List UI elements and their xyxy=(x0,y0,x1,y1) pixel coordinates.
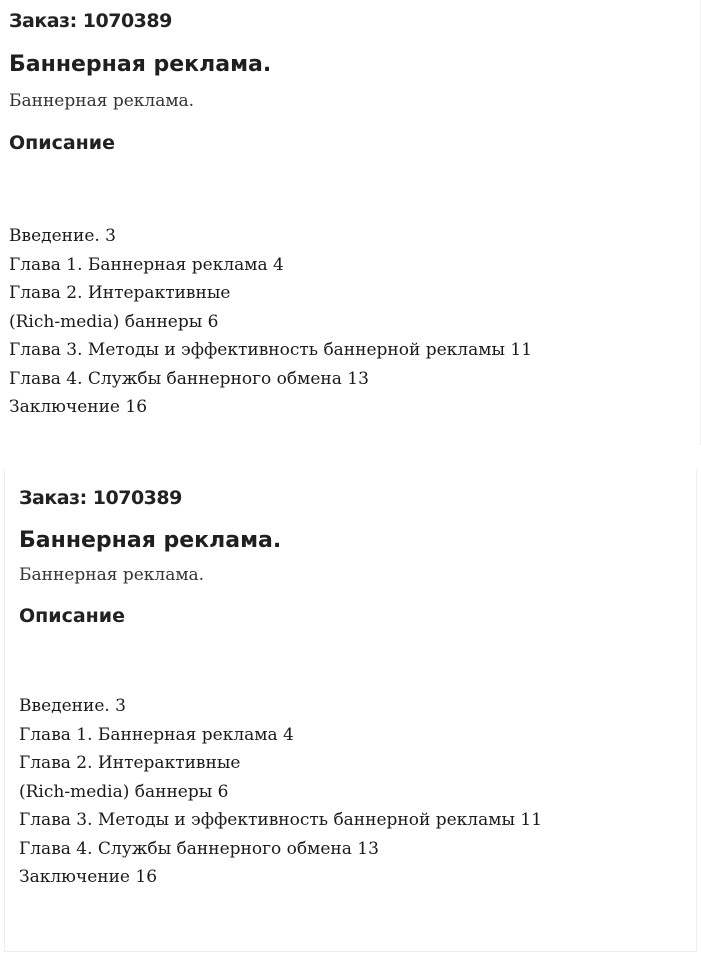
toc-item: Введение. 3 xyxy=(9,226,116,246)
order-subtitle: Баннерная реклама. xyxy=(9,91,195,111)
toc-item: (Rich-media) баннеры 6 xyxy=(19,781,229,802)
toc-item: Заключение 16 xyxy=(9,397,148,417)
toc-item: (Rich-media) баннеры 6 xyxy=(9,311,219,332)
toc-item: Глава 4. Службы баннерного обмена 13 xyxy=(19,838,379,859)
description-heading: Описание xyxy=(19,605,126,627)
order-subtitle: Баннерная реклама. xyxy=(19,565,205,585)
toc-item: Глава 2. Интерактивные xyxy=(9,283,231,303)
order-number: Заказ: 1070389 xyxy=(9,10,172,32)
description-heading: Описание xyxy=(9,132,116,154)
order-number: Заказ: 1070389 xyxy=(19,487,182,509)
order-title: Баннерная реклама. xyxy=(9,52,272,77)
toc-item: Глава 3. Методы и эффективность баннерной рекламы 11 xyxy=(9,340,533,360)
toc-item: Глава 1. Баннерная реклама 4 xyxy=(9,254,284,275)
toc-item: Глава 3. Методы и эффективность баннерной рекламы 11 xyxy=(19,810,543,830)
toc-item: Заключение 16 xyxy=(19,867,158,887)
order-card xyxy=(4,470,697,952)
toc-item: Введение. 3 xyxy=(19,696,126,716)
order-card xyxy=(0,0,701,445)
toc-item: Глава 1. Баннерная реклама 4 xyxy=(19,724,294,745)
toc-item: Глава 4. Службы баннерного обмена 13 xyxy=(9,368,369,389)
order-title: Баннерная реклама. xyxy=(19,528,282,553)
toc-item: Глава 2. Интерактивные xyxy=(19,753,241,773)
table-of-contents xyxy=(9,222,532,422)
table-of-contents xyxy=(19,692,542,892)
